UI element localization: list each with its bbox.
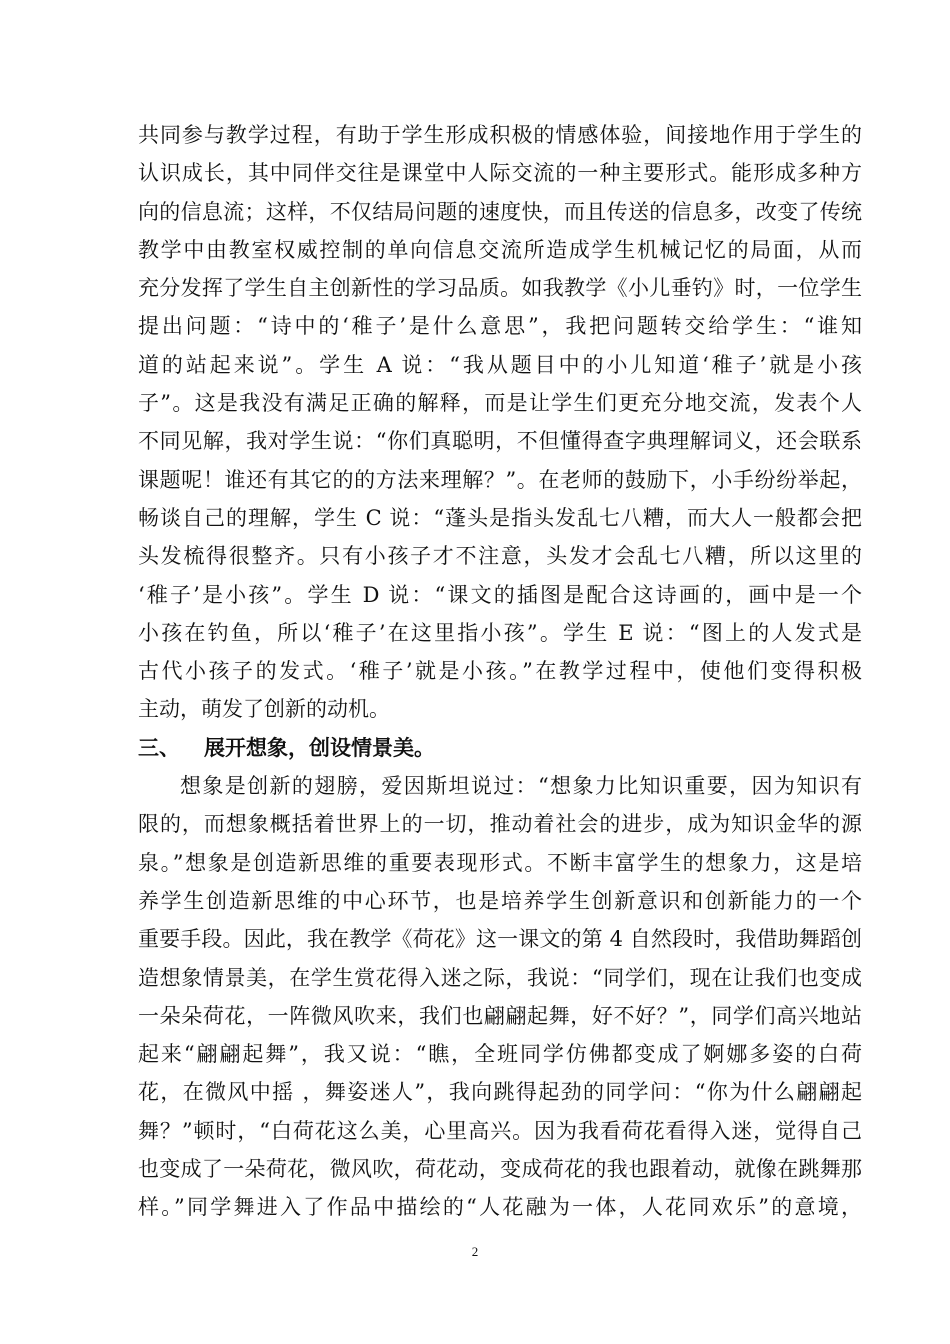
paragraph-2 xyxy=(138,767,862,1227)
text-line: 舞？”顿时，“白荷花这么美，心里高兴。因为我看荷花看得入迷，觉得自己 xyxy=(138,1118,862,1143)
text-line: 向的信息流；这样，不仅结局问题的速度快，而且传送的信息多，改变了传统 xyxy=(138,199,862,224)
text-line: 提出问题：“诗中的‘稚子’是什么意思”，我把问题转交给学生：“谁知 xyxy=(138,314,862,339)
text-line: 起来“翩翩起舞”，我又说：“瞧，全班同学仿佛都变成了婀娜多姿的白荷 xyxy=(138,1042,862,1067)
paragraph-1 xyxy=(138,116,862,729)
text-line: 畅谈自己的理解，学生 C 说：“蓬头是指头发乱七八糟，而大人一般都会把 xyxy=(138,505,862,530)
text-line: 道的站起来说”。学生 A 说：“我从题目中的小儿知道‘稚子’就是小孩 xyxy=(138,352,862,377)
text-line: 花，在微风中摇 ，舞姿迷人”，我向跳得起劲的同学问：“你为什么翩翩起 xyxy=(138,1080,862,1105)
page-number: 2 xyxy=(471,1244,479,1259)
text-line: 头发梳得很整齐。只有小孩子才不注意，头发才会乱七八糟，所以这里的 xyxy=(138,544,862,569)
text-line: 古代小孩子的发式。‘稚子’就是小孩。”在教学过程中，使他们变得积极 xyxy=(138,659,862,684)
section-heading xyxy=(138,729,862,767)
body-text xyxy=(138,116,862,1227)
text-line: 共同参与教学过程，有助于学生形成积极的情感体验，间接地作用于学生的 xyxy=(138,123,862,147)
section-number: 三、 xyxy=(138,734,180,760)
text-line: 一朵朵荷花，一阵微风吹来，我们也翩翩起舞，好不好？”，同学们高兴地站 xyxy=(138,1003,862,1028)
text-line: 样。”同学舞进入了作品中描绘的“人花融为一体，人花同欢乐”的意境， xyxy=(138,1195,862,1220)
text-line: 子”。这是我没有满足正确的解释，而是让学生们更充分地交流，发表个人 xyxy=(138,391,862,416)
text-line: 小孩在钓鱼，所以‘稚子’在这里指小孩”。学生 E 说：“图上的人发式是 xyxy=(138,620,862,645)
text-line: 养学生创造新思维的中心环节，也是培养学生创新意识和创新能力的一个 xyxy=(138,888,862,913)
text-line: 认识成长，其中同伴交往是课堂中人际交流的一种主要形式。能形成多种方 xyxy=(138,161,862,186)
text-line: 不同见解，我对学生说：“你们真聪明，不但懂得查字典理解词义，还会联系 xyxy=(138,429,862,454)
text-line: 泉。”想象是创造新思维的重要表现形式。不断丰富学生的想象力，这是培 xyxy=(138,850,862,875)
text-line: 教学中由教室权威控制的单向信息交流所造成学生机械记忆的局面，从而 xyxy=(138,237,862,262)
text-line: 主动，萌发了创新的动机。 xyxy=(138,697,390,722)
text-line: 课题呢！谁还有其它的的方法来理解？”。在老师的鼓励下，小手纷纷举起， xyxy=(138,467,862,492)
text-line: 重要手段。因此，我在教学《荷花》这一课文的第 4 自然段时，我借助舞蹈创 xyxy=(138,927,862,952)
text-line: 想象是创新的翅膀，爱因斯坦说过：“想象力比知识重要，因为知识有 xyxy=(180,774,862,799)
text-line: 限的，而想象概括着世界上的一切，推动着社会的进步，成为知识金华的源 xyxy=(138,812,862,837)
text-line: 也变成了一朵荷花，微风吹，荷花动，变成荷花的我也跟着动，就像在跳舞那 xyxy=(138,1157,862,1182)
text-line: 充分发挥了学生自主创新性的学习品质。如我教学《小儿垂钓》时，一位学生 xyxy=(138,276,862,301)
text-line: 造想象情景美，在学生赏花得入迷之际，我说：“同学们，现在让我们也变成 xyxy=(138,965,862,990)
section-title: 展开想象，创设情景美。 xyxy=(204,734,435,760)
text-line: ‘稚子’是小孩”。学生 D 说：“课文的插图是配合这诗画的，画中是一个 xyxy=(138,582,862,607)
